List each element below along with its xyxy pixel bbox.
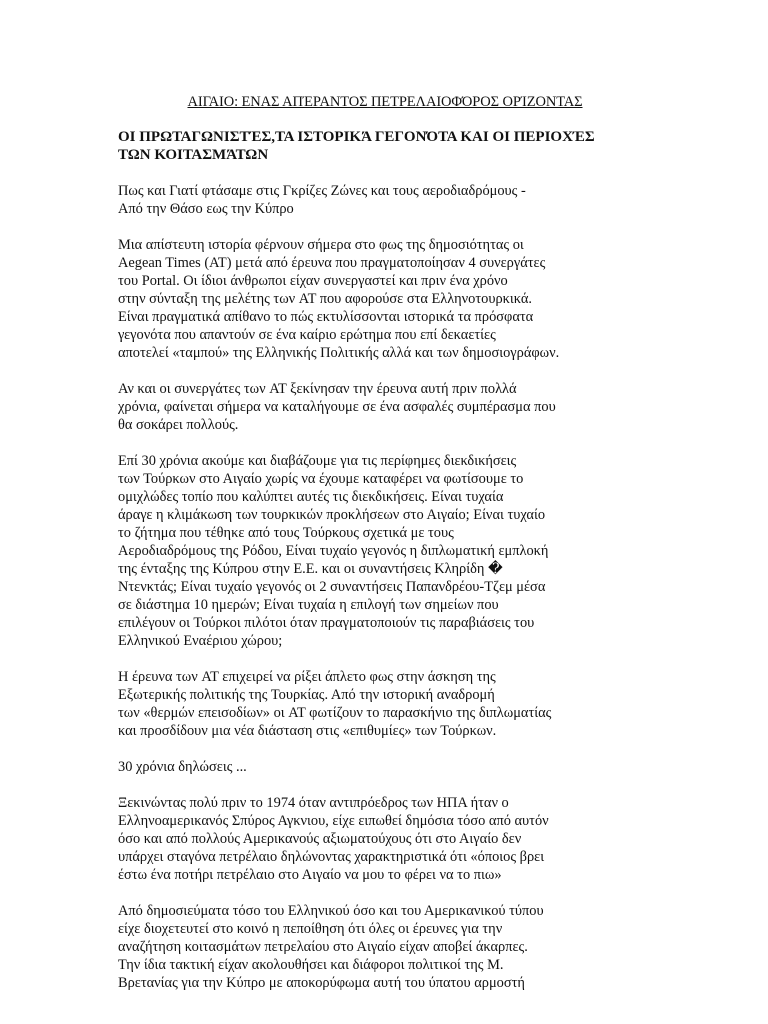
paragraph-line: ομιχλώδες τοπίο που καλύπτει αυτές τις διεκδικήσεις. Είναι τυχαία — [118, 489, 504, 505]
paragraph-line: της ένταξης της Κύπρου στην Ε.Ε. και οι συναντήσεις Κληρίδη � — [118, 561, 503, 577]
paragraph-line: το ζήτημα που τέθηκε από τους Τούρκους σχετικά με τους — [118, 525, 454, 541]
subtitle-line: ΤΩΝ ΚΟΙΤΑΣΜΆΤΩΝ — [118, 147, 269, 163]
paragraph-line: Από την Θάσο εως την Κύπρο — [118, 201, 294, 217]
paragraph-line: Πως και Γιατί φτάσαμε στις Γκρίζες Ζώνες και τους αεροδιαδρόμους - — [118, 183, 526, 199]
paragraph — [118, 452, 678, 650]
paragraph-line: Αεροδιαδρόμους της Ρόδου, Είναι τυχαίο γεγονός η διπλωματική εμπλοκή — [118, 543, 549, 559]
paragraph-line: είχε διοχετευτεί στο κοινό η πεποίθηση ότι όλες οι έρευνες για την — [118, 921, 503, 937]
paragraph-line: υπάρχει σταγόνα πετρέλαιο δηλώνοντας χαρακτηριστικά ότι «όποιος βρει — [118, 849, 545, 865]
paragraph-line: Βρετανίας για την Κύπρο με αποκορύφωμα αυτή του ύπατου αρμοστή — [118, 975, 525, 991]
paragraph — [118, 380, 678, 434]
paragraph-line: σε διάστημα 10 ημερών; Είναι τυχαία η επιλογή των σημείων που — [118, 597, 499, 613]
paragraph-line: Ξεκινώντας πολύ πριν το 1974 όταν αντιπρόεδρος των ΗΠΑ ήταν ο — [118, 795, 509, 811]
paragraph-line: όσο και από πολλούς Αμερικανούς αξιωματούχους ότι στο Αιγαίο δεν — [118, 831, 522, 847]
paragraph-line: θα σοκάρει πολλούς. — [118, 417, 239, 433]
document-title: ΑΙΓΑΙΟ: ΕΝΑΣ ΑΠΈΡΑΝΤΟΣ ΠΕΤΡΕΛΑΙΟΦΌΡΟΣ ΟΡΊΖΟΝΤΑΣ — [187, 94, 583, 110]
paragraph-line: Από δημοσιεύματα τόσο του Ελληνικού όσο και του Αμερικανικού τύπου — [118, 903, 544, 919]
paragraph-line: Αν και οι συνεργάτες των AT ξεκίνησαν την έρευνα αυτή πριν πολλά — [118, 381, 517, 397]
paragraph-line: Aegean Times (AT) μετά από έρευνα που πραγματοποίησαν 4 συνεργάτες — [118, 255, 546, 271]
paragraph-line: Ντενκτάς; Είναι τυχαίο γεγονός οι 2 συναντήσεις Παπανδρέου-Τζεμ μέσα — [118, 579, 546, 595]
paragraph-line: γεγονότα που απαντούν σε ένα καίριο ερώτημα που επί δεκαετίες — [118, 327, 496, 343]
paragraph-line: Η έρευνα των AT επιχειρεί να ρίξει άπλετο φως στην άσκηση της — [118, 669, 496, 685]
paragraph-line: Μια απίστευτη ιστορία φέρνουν σήμερα στο φως της δημοσιότητας οι — [118, 237, 524, 253]
paragraph-line: των Τούρκων στο Αιγαίο χωρίς να έχουμε καταφέρει να φωτίσουμε το — [118, 471, 524, 487]
paragraph-line: αναζήτηση κοιτασμάτων πετρελαίου στο Αιγαίο είχαν αποβεί άκαρπες. — [118, 939, 528, 955]
paragraph — [118, 794, 678, 884]
paragraph-line: άραγε η κλιμάκωση των τουρκικών προκλήσεων στο Αιγαίο; Είναι τυχαίο — [118, 507, 546, 523]
paragraph — [118, 902, 678, 992]
paragraph-line: έστω ένα ποτήρι πετρέλαιο στο Αιγαίο να μου το φέρει να το πιω» — [118, 867, 502, 883]
paragraph-line: 30 χρόνια δηλώσεις ... — [118, 759, 247, 775]
document-subtitle — [118, 128, 658, 164]
paragraph — [118, 182, 678, 218]
paragraph-line: Την ίδια τακτική είχαν ακολουθήσει και διάφοροι πολιτικοί της Μ. — [118, 957, 504, 973]
paragraph-line: Ελληνικού Εναέριου χώρου; — [118, 633, 283, 649]
paragraph-line: Εξωτερικής πολιτικής της Τουρκίας. Από την ιστορική αναδρομή — [118, 687, 495, 703]
paragraph — [118, 668, 678, 740]
subtitle-line: ΟΙ ΠΡΩΤΑΓΩΝΙΣΤΈΣ,ΤΑ ΙΣΤΟΡΙΚΆ ΓΕΓΟΝΌΤΑ ΚΑΙ ΟΙ ΠΕΡΙΟΧΈΣ — [118, 129, 595, 145]
paragraph-line: του Portal. Οι ίδιοι άνθρωποι είχαν συνεργαστεί και πριν ένα χρόνο — [118, 273, 508, 289]
paragraph-line: αποτελεί «ταμπού» της Ελληνικής Πολιτικής αλλά και των δημοσιογράφων. — [118, 345, 560, 361]
paragraph-line: Επί 30 χρόνια ακούμε και διαβάζουμε για τις περίφημες διεκδικήσεις — [118, 453, 517, 469]
paragraph-line: στην σύνταξη της μελέτης των AT που αφορούσε στα Ελληνοτουρκικά. — [118, 291, 533, 307]
paragraph — [118, 758, 678, 776]
paragraph-line: και προσδίδουν μια νέα διάσταση στις «επιθυμίες» των Τούρκων. — [118, 723, 497, 739]
paragraph-line: Είναι πραγματικά απίθανο το πώς εκτυλίσσονται ιστορικά τα πρόσφατα — [118, 309, 534, 325]
paragraph-line: χρόνια, φαίνεται σήμερα να καταλήγουμε σε ένα ασφαλές συμπέρασμα που — [118, 399, 556, 415]
paragraph-line: των «θερμών επεισοδίων» οι AT φωτίζουν το παρασκήνιο της διπλωματίας — [118, 705, 552, 721]
paragraph-line: Ελληνοαμερικανός Σπύρος Αγκνιου, είχε ειπωθεί δημόσια τόσο από αυτόν — [118, 813, 549, 829]
paragraph-line: επιλέγουν οι Τούρκοι πιλότοι όταν πραγματοποιούν τις παραβιάσεις του — [118, 615, 535, 631]
document-body — [118, 182, 678, 1010]
paragraph — [118, 236, 678, 362]
